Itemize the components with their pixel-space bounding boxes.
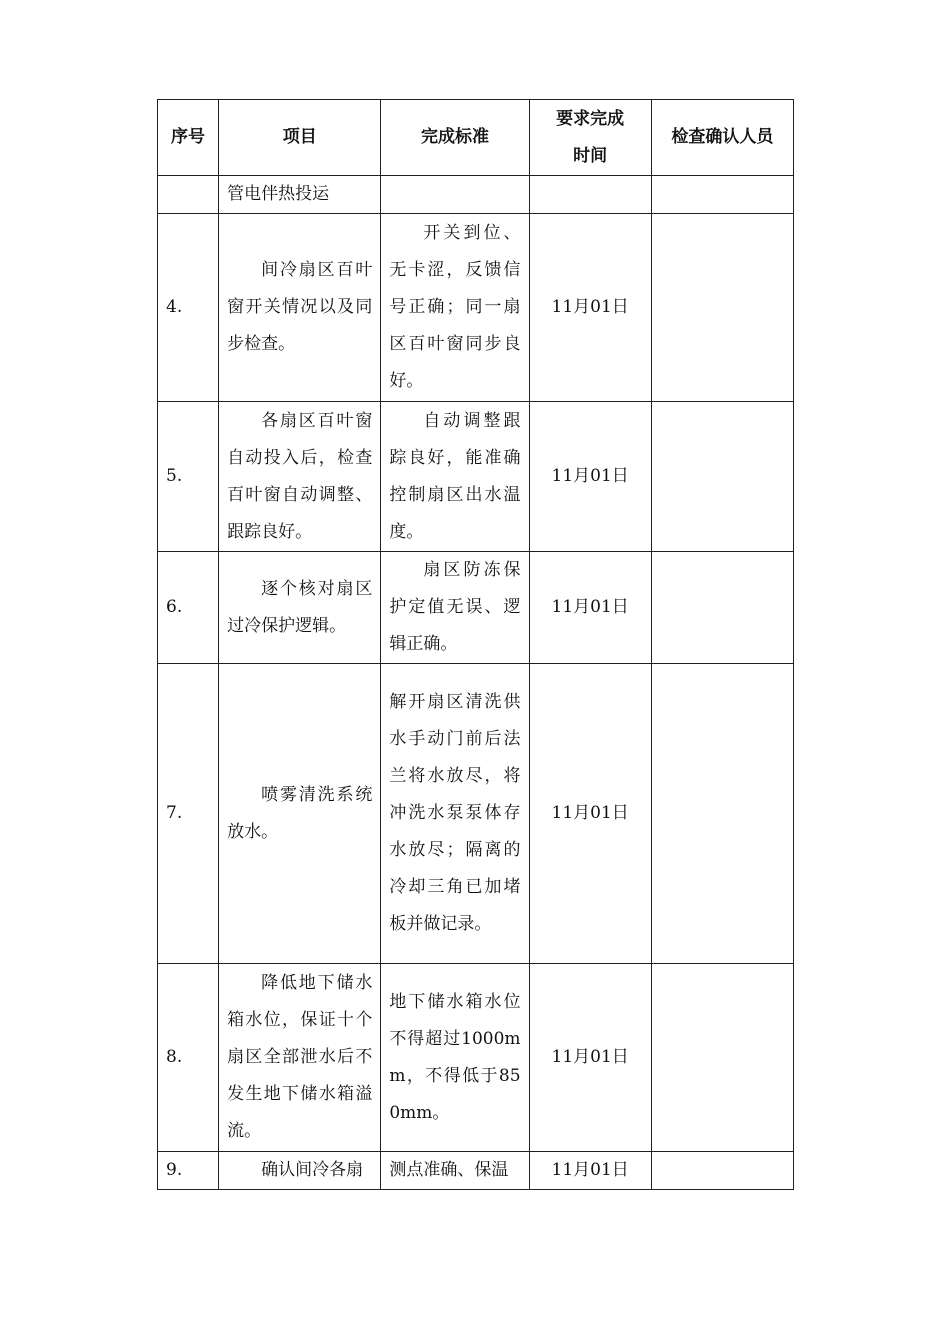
table-row — [158, 964, 794, 1152]
row-time: 11月01日 — [529, 964, 651, 1152]
row-standard: 解开扇区清洗供水手动门前后法兰将水放尽，将冲洗水泵泵体存水放尽；隔离的冷却三角已加堵板并做记录。 — [381, 664, 529, 964]
row-item: 各扇区百叶窗自动投入后，检查百叶窗自动调整、跟踪良好。 — [219, 402, 381, 552]
header-standard: 完成标准 — [381, 100, 529, 176]
header-no: 序号 — [158, 100, 219, 176]
row-standard: 地下储水箱水位不得超过1000mm，不得低于850mm。 — [381, 964, 529, 1152]
table-row — [158, 664, 794, 964]
row-standard: 开关到位、无卡涩，反馈信号正确；同一扇区百叶窗同步良好。 — [381, 214, 529, 402]
row-standard: 自动调整跟踪良好，能准确控制扇区出水温度。 — [381, 402, 529, 552]
row-time: 11月01日 — [529, 402, 651, 552]
row-no: 8. — [158, 964, 219, 1152]
row-item: 确认间冷各扇 — [219, 1152, 381, 1190]
table-row — [158, 552, 794, 664]
row-time: 11月01日 — [529, 552, 651, 664]
table-header-row — [158, 100, 794, 176]
header-checker: 检查确认人员 — [651, 100, 793, 176]
row-standard — [381, 176, 529, 214]
row-checker — [651, 402, 793, 552]
row-item: 管电伴热投运 — [219, 176, 381, 214]
row-no: 9. — [158, 1152, 219, 1190]
row-time: 11月01日 — [529, 664, 651, 964]
row-checker — [651, 552, 793, 664]
row-checker — [651, 214, 793, 402]
row-checker — [651, 664, 793, 964]
row-checker — [651, 176, 793, 214]
row-standard: 扇区防冻保护定值无误、逻辑正确。 — [381, 552, 529, 664]
row-checker — [651, 964, 793, 1152]
table-row — [158, 1152, 794, 1190]
row-item: 喷雾清洗系统放水。 — [219, 664, 381, 964]
row-no: 5. — [158, 402, 219, 552]
header-item: 项目 — [219, 100, 381, 176]
row-item: 逐个核对扇区过冷保护逻辑。 — [219, 552, 381, 664]
checklist-table — [157, 99, 794, 1190]
table-row — [158, 402, 794, 552]
table-row — [158, 176, 794, 214]
row-standard: 测点准确、保温 — [381, 1152, 529, 1190]
header-time: 要求完成时间 — [529, 100, 651, 176]
row-time: 11月01日 — [529, 214, 651, 402]
row-item: 降低地下储水箱水位，保证十个扇区全部泄水后不发生地下储水箱溢流。 — [219, 964, 381, 1152]
row-no: 6. — [158, 552, 219, 664]
table-row — [158, 214, 794, 402]
row-no: 7. — [158, 664, 219, 964]
row-item: 间冷扇区百叶窗开关情况以及同步检查。 — [219, 214, 381, 402]
row-time — [529, 176, 651, 214]
row-no: 4. — [158, 214, 219, 402]
row-time: 11月01日 — [529, 1152, 651, 1190]
row-checker — [651, 1152, 793, 1190]
row-no — [158, 176, 219, 214]
